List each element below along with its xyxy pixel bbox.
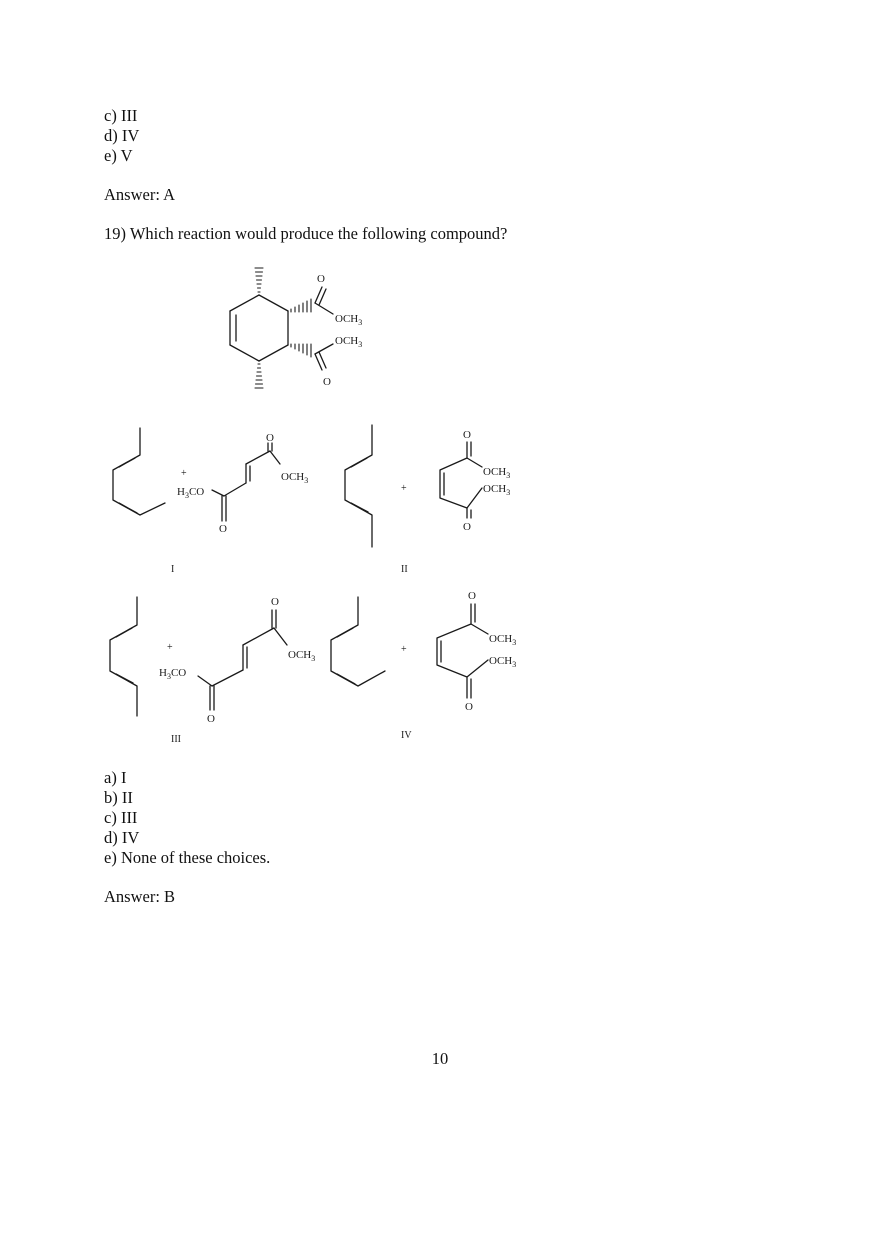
option-iv-diene-structure — [331, 597, 385, 686]
option-i-diene-structure — [113, 428, 165, 515]
option-iv-o-top: O — [468, 590, 476, 602]
option-ii-och3-lower: $OCH_3$ — [483, 483, 511, 497]
option-iii-label: III — [171, 734, 181, 745]
option-iii-plus: + — [167, 642, 173, 653]
choice-d: d) IV — [104, 828, 140, 847]
option-iii-o-top: O — [271, 596, 279, 608]
option-ii-och3-upper: $OCH_3$ — [483, 466, 511, 480]
option-ii-o-top: O — [463, 429, 471, 441]
option-ii-dienophile-structure — [440, 442, 482, 518]
option-iii-h3co: $H_3CO$ — [159, 667, 187, 681]
option-iv-plus: + — [401, 644, 407, 655]
product-och3-upper: $OCH_3$ — [335, 313, 363, 327]
option-iii-o-bottom: O — [207, 713, 215, 725]
option-ii-diene-structure — [345, 425, 372, 547]
question-text: 19) Which reaction would produce the following compound? — [104, 224, 508, 243]
target-product-structure — [230, 268, 333, 388]
option-iv-o-bottom: O — [465, 701, 473, 713]
choice-a: a) I — [104, 768, 127, 787]
option-iv-dienophile-structure — [437, 604, 488, 698]
product-o-top: O — [317, 273, 325, 285]
option-ii-label: II — [401, 564, 408, 575]
choice-e-prev: e) V — [104, 146, 133, 165]
option-iii-diene-structure — [110, 597, 137, 716]
product-och3-lower: $OCH_3$ — [335, 335, 363, 349]
prev-answer: Answer: A — [104, 185, 176, 204]
option-ii-o-bottom: O — [463, 521, 471, 533]
option-iii-dienophile-structure — [198, 610, 287, 710]
option-iv-och3-lower: $OCH_3$ — [489, 655, 517, 669]
option-i-o-bottom: O — [219, 523, 227, 535]
product-o-bottom: O — [323, 376, 331, 388]
option-iv-label: IV — [401, 730, 412, 741]
choice-d-prev: d) IV — [104, 126, 140, 145]
option-iv-och3-upper: $OCH_3$ — [489, 633, 517, 647]
option-i-och3: $OCH_3$ — [281, 471, 309, 485]
choice-e: e) None of these choices. — [104, 848, 271, 867]
choice-c-prev: c) III — [104, 106, 138, 125]
choice-b: b) II — [104, 788, 133, 807]
page-number: 10 — [431, 1049, 449, 1068]
option-i-dienophile-structure — [212, 443, 280, 521]
option-i-o-top: O — [266, 432, 274, 444]
option-ii-plus: + — [401, 483, 407, 494]
option-i-label: I — [171, 564, 175, 575]
option-i-h3co: $H_3CO$ — [177, 486, 205, 500]
option-i-plus: + — [181, 468, 187, 479]
option-iii-och3: $OCH_3$ — [288, 649, 316, 663]
answer: Answer: B — [104, 887, 176, 906]
choice-c: c) III — [104, 808, 138, 827]
